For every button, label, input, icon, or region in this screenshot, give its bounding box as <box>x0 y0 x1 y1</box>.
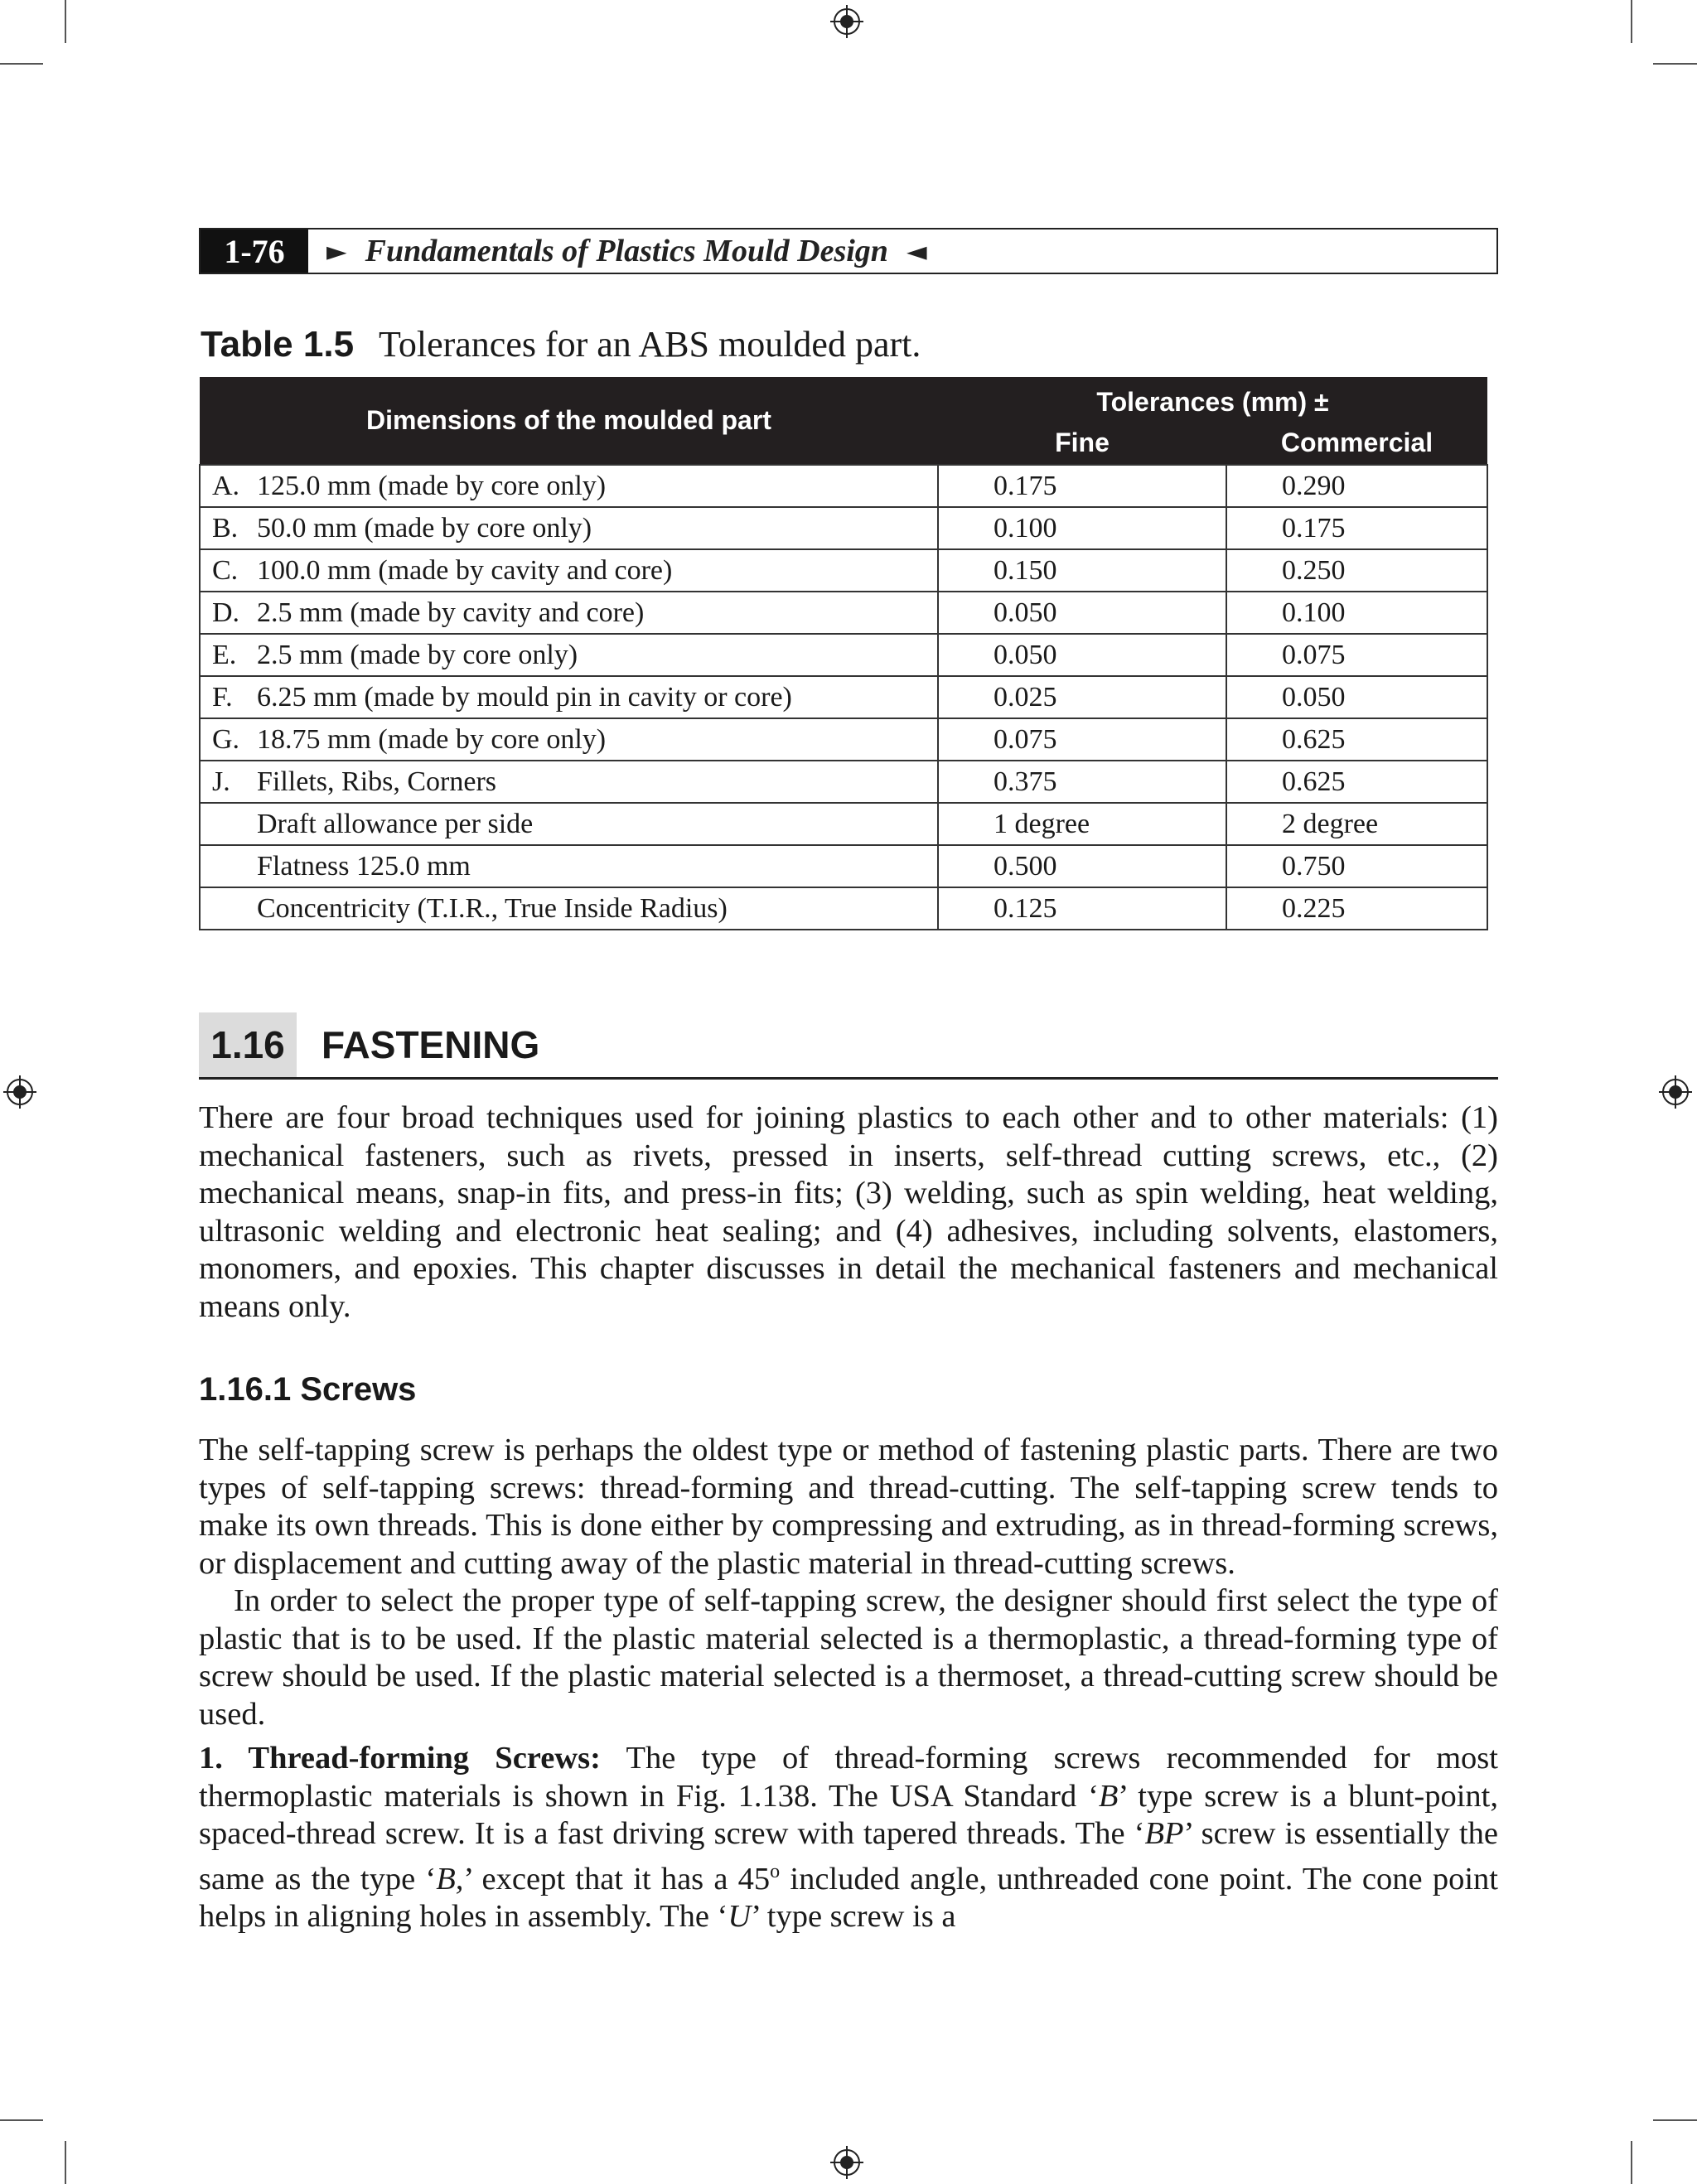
commercial-cell: 0.100 <box>1226 592 1487 634</box>
crop-mark <box>65 2141 66 2184</box>
table-row <box>200 592 1487 634</box>
commercial-cell: 0.750 <box>1226 845 1487 887</box>
row-prefix: B. <box>212 512 239 544</box>
section-number: 1.16 <box>199 1012 297 1077</box>
page-number: 1-76 <box>201 230 308 273</box>
running-header <box>199 228 1498 274</box>
row-prefix: J. <box>212 766 230 797</box>
commercial-cell: 0.250 <box>1226 549 1487 592</box>
commercial-cell: 0.625 <box>1226 761 1487 803</box>
text-run: ’ type screw is a <box>751 1898 956 1934</box>
commercial-cell: 0.290 <box>1226 465 1487 507</box>
crop-mark <box>1631 0 1632 43</box>
paragraph: The self-tapping screw is perhaps the oldest type or method of fastening plastic parts. There are two types of self-tapping screws: thread-forming and thread-cutting. The self-tapping screw tends to make its own threads. This is done either by compressing and extruding, as in thread-forming screws, or displacement and cutting away of the plastic material in thread-cutting screws. <box>199 1433 1498 1581</box>
dimension-cell <box>200 845 938 887</box>
row-prefix: E. <box>212 639 237 670</box>
degree-mark: o <box>770 1860 781 1882</box>
registration-mark-icon <box>830 5 863 38</box>
dimension-cell <box>200 803 938 845</box>
dimension-text: Fillets, Ribs, Corners <box>257 766 497 797</box>
dimension-cell <box>200 634 938 676</box>
fine-cell: 0.025 <box>938 676 1226 718</box>
dimension-cell <box>200 549 938 592</box>
dimension-text: 6.25 mm (made by mould pin in cavity or core) <box>257 681 792 713</box>
book-title: Fundamentals of Plastics Mould Design <box>365 234 888 268</box>
table-row <box>200 549 1487 592</box>
table-row <box>200 845 1487 887</box>
commercial-cell: 0.225 <box>1226 887 1487 930</box>
tolerance-table <box>199 377 1488 930</box>
paragraph-thread-forming <box>199 1740 1498 1935</box>
fine-cell: 1 degree <box>938 803 1226 845</box>
text-run: ’ except that it has a 45 <box>463 1861 771 1897</box>
table-row <box>200 634 1487 676</box>
column-header-commercial: Commercial <box>1226 422 1487 465</box>
column-header-dimensions: Dimensions of the moulded part <box>200 377 938 465</box>
dimension-text: Concentricity (T.I.R., True Inside Radius) <box>257 892 728 924</box>
dimension-cell <box>200 676 938 718</box>
column-header-fine: Fine <box>938 422 1226 465</box>
dimension-cell <box>200 761 938 803</box>
column-header-tolerances: Tolerances (mm) ± <box>938 377 1487 422</box>
fastening-paragraph <box>199 1099 1498 1326</box>
dimension-text: Draft allowance per side <box>257 808 534 839</box>
table-row <box>200 887 1487 930</box>
dimension-cell <box>200 465 938 507</box>
commercial-cell: 0.075 <box>1226 634 1487 676</box>
row-prefix: G. <box>212 723 240 755</box>
row-prefix: D. <box>212 597 240 628</box>
dimension-text: 18.75 mm (made by core only) <box>257 723 607 755</box>
table-row <box>200 718 1487 761</box>
row-prefix: F. <box>212 681 233 713</box>
table-caption-text: Tolerances for an ABS moulded part. <box>379 324 921 365</box>
commercial-cell: 0.175 <box>1226 507 1487 549</box>
registration-mark-icon <box>3 1075 36 1109</box>
section-heading <box>199 1012 1498 1080</box>
dimension-text: Flatness 125.0 mm <box>257 850 471 882</box>
table-row <box>200 761 1487 803</box>
crop-mark <box>0 2119 43 2121</box>
commercial-cell: 0.050 <box>1226 676 1487 718</box>
text-run: B, <box>436 1861 464 1897</box>
dimension-text: 100.0 mm (made by cavity and core) <box>257 554 673 586</box>
text-run: ’ type screw is a blunt-point, spaced-thread screw. It is a fast driving screw with tapered threads. The ‘ <box>199 1778 1499 1851</box>
fine-cell: 0.050 <box>938 592 1226 634</box>
fine-cell: 0.150 <box>938 549 1226 592</box>
text-run: B <box>1098 1778 1119 1814</box>
crop-mark <box>1631 2141 1632 2184</box>
screws-text <box>199 1432 1498 1935</box>
fine-cell: 0.125 <box>938 887 1226 930</box>
table-row <box>200 803 1487 845</box>
fine-cell: 0.375 <box>938 761 1226 803</box>
fine-cell: 0.050 <box>938 634 1226 676</box>
subsection-title: 1.16.1 Screws <box>199 1371 417 1408</box>
table-row <box>200 676 1487 718</box>
fine-cell: 0.075 <box>938 718 1226 761</box>
commercial-cell: 2 degree <box>1226 803 1487 845</box>
text-run: BP <box>1144 1816 1184 1851</box>
table-label: Table 1.5 <box>201 324 355 365</box>
crop-mark <box>65 0 66 43</box>
section-title: FASTENING <box>322 1023 540 1066</box>
row-prefix: C. <box>212 554 239 586</box>
crop-mark <box>1653 2119 1697 2121</box>
table-row <box>200 465 1487 507</box>
fine-cell: 0.175 <box>938 465 1226 507</box>
text-run: included angle, unthreaded cone point. The cone point helps in aligning holes in assembly. The ‘ <box>199 1861 1498 1934</box>
dimension-text: 50.0 mm (made by core only) <box>257 512 592 544</box>
dimension-text: 2.5 mm (made by core only) <box>257 639 578 670</box>
dimension-text: 2.5 mm (made by cavity and core) <box>257 597 645 628</box>
paragraph: There are four broad techniques used for joining plastics to each other and to other materials: (1) mechanical fasteners, such as rivets, pressed in inserts, self-thread cutting screws, etc., (2) mechanical means, snap-in fits, and press-in fits; (3) welding, such as spin welding, heat welding, ultrasonic welding and electronic heat sealing; and (4) adhesives, including solvents, elastomers, monomers, and epoxies. This chapter discusses in detail the mechanical fasteners and mechanical means only. <box>199 1100 1498 1324</box>
dimension-cell <box>200 887 938 930</box>
text-run: The type of thread-forming screws recommended for most thermoplastic materials is shown in Fig. 1.138. The USA Standard ‘ <box>199 1741 1498 1814</box>
table-caption <box>201 323 921 365</box>
paragraph: In order to select the proper type of self-tapping screw, the designer should first select the type of plastic that is to be used. If the plastic material selected is a thermoplastic, a thread-forming type of screw should be used. If the plastic material selected is a thermoset, a thread-cutting screw should be used. <box>199 1583 1498 1732</box>
commercial-cell: 0.625 <box>1226 718 1487 761</box>
row-prefix: A. <box>212 470 240 501</box>
dimension-text: 125.0 mm (made by core only) <box>257 470 607 501</box>
crop-mark <box>1653 63 1697 65</box>
fine-cell: 0.100 <box>938 507 1226 549</box>
registration-mark-icon <box>830 2146 863 2179</box>
dimension-cell <box>200 718 938 761</box>
fine-cell: 0.500 <box>938 845 1226 887</box>
right-triangle-icon: ► <box>326 235 347 267</box>
dimension-cell <box>200 507 938 549</box>
left-triangle-icon: ◄ <box>906 235 927 267</box>
table-row <box>200 507 1487 549</box>
text-run: U <box>728 1898 752 1934</box>
text-run: ’ screw is essentially the same as the type ‘ <box>199 1816 1498 1897</box>
crop-mark <box>0 63 43 65</box>
registration-mark-icon <box>1659 1075 1692 1109</box>
dimension-cell <box>200 592 938 634</box>
item-label: 1. Thread-forming Screws: <box>199 1741 601 1776</box>
